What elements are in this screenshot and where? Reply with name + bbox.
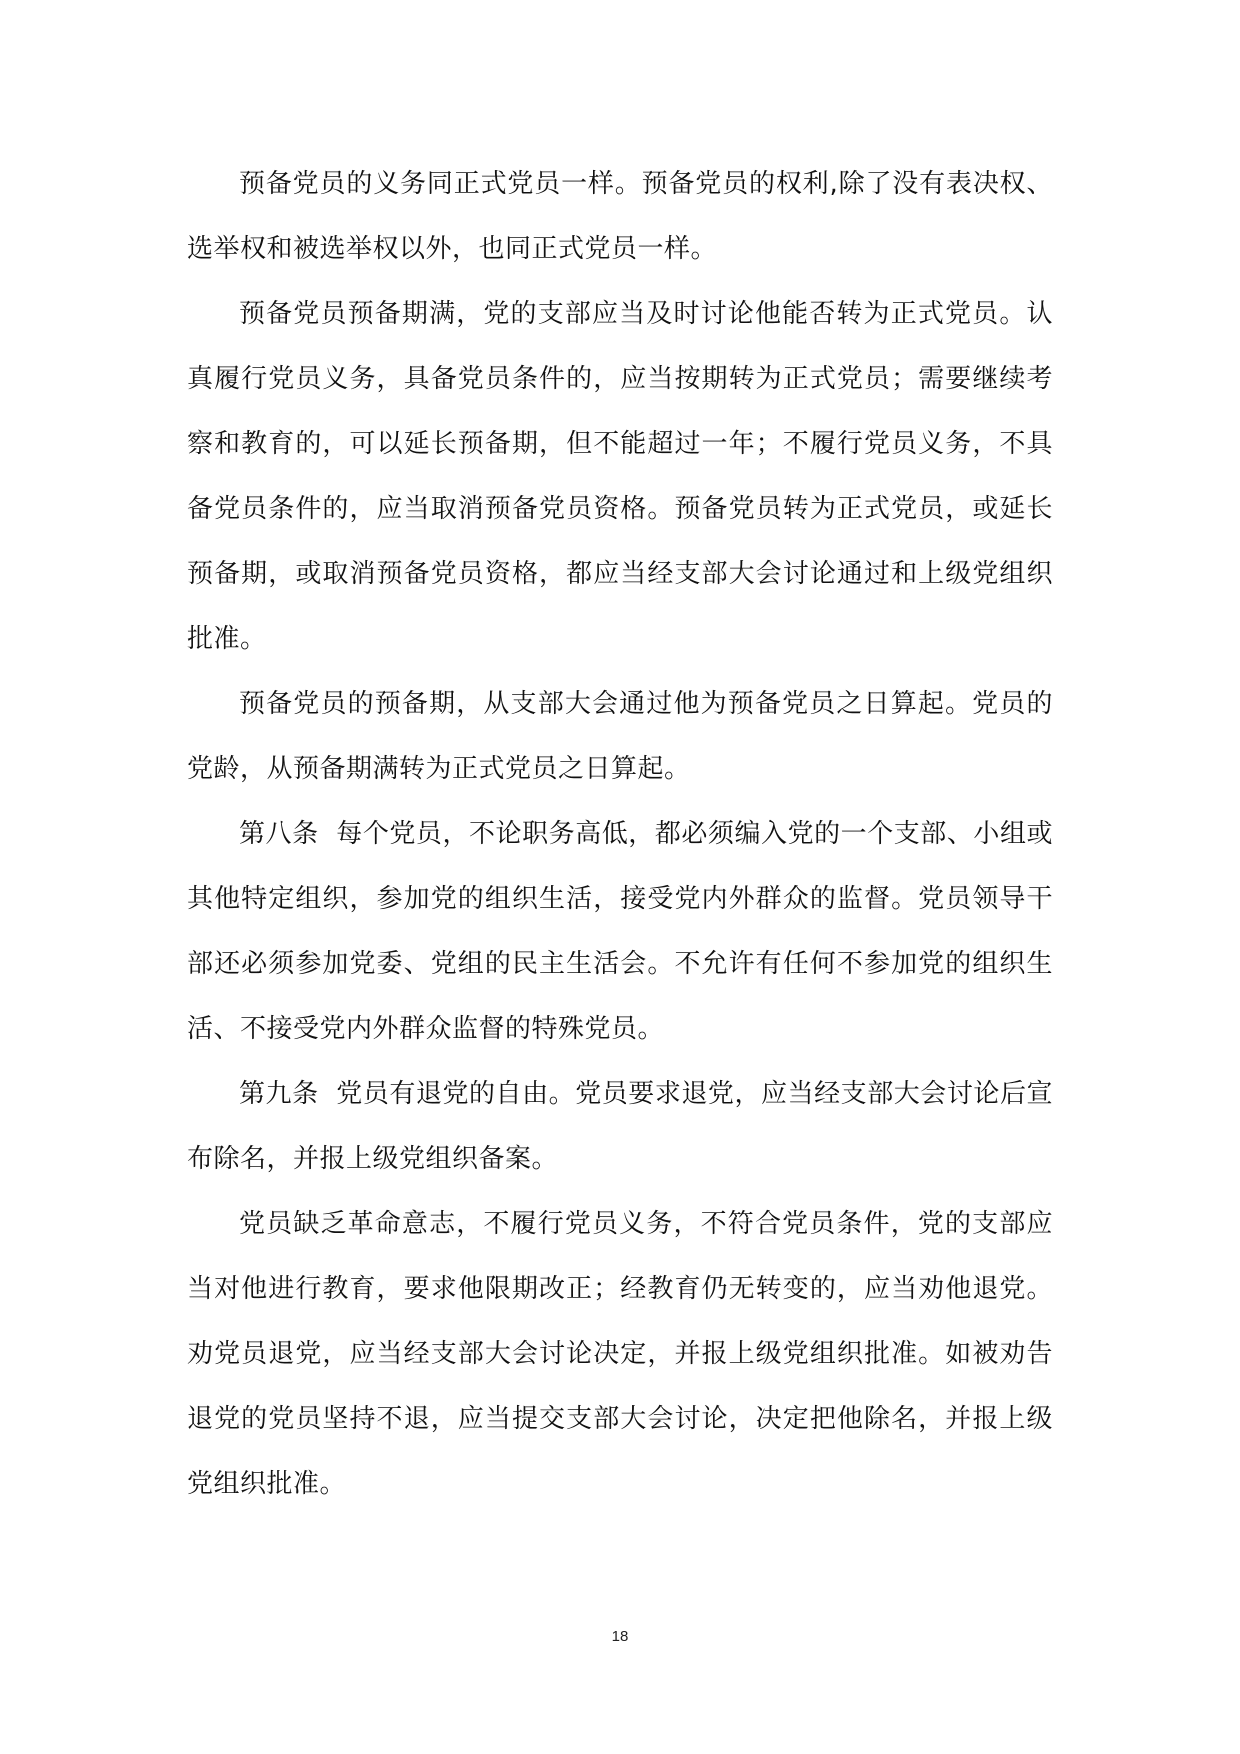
paragraph-probation-expiry: 预备党员预备期满，党的支部应当及时讨论他能否转为正式党员。认真履行党员义务，具备党员条件的，应当按期转为正式党员；需要继续考察和教育的，可以延长预备期，但不能超过一年；不履行党员义务，不具备党员条件的，应当取消预备党员资格。预备党员转为正式党员，或延长预备期，或取消预备党员资格，都应当经支部大会讨论通过和上级党组织批准。: [187, 299, 1053, 654]
paragraph-probationary-duties: 预备党员的义务同正式党员一样。预备党员的权利,除了没有表决权、选举权和被选举权以外，也同正式党员一样。: [187, 169, 1053, 264]
page-number: 18: [611, 1628, 629, 1645]
paragraph-probation-period: 预备党员的预备期，从支部大会通过他为预备党员之日算起。党员的党龄，从预备期满转为正式党员之日算起。: [187, 689, 1053, 784]
body-text: [187, 152, 1053, 1517]
paragraph-article-8: 第八条 每个党员，不论职务高低，都必须编入党的一个支部、小组或其他特定组织，参加党的组织生活，接受党内外群众的监督。党员领导干部还必须参加党委、党组的民主生活会。不允许有任何不参加党的组织生活、不接受党内外群众监督的特殊党员。: [187, 819, 1053, 1044]
paragraph-persuade-withdraw: 党员缺乏革命意志，不履行党员义务，不符合党员条件，党的支部应当对他进行教育，要求他限期改正；经教育仍无转变的，应当劝他退党。劝党员退党，应当经支部大会讨论决定，并报上级党组织批准。如被劝告退党的党员坚持不退，应当提交支部大会讨论，决定把他除名，并报上级党组织批准。: [187, 1209, 1053, 1499]
paragraph-article-9: 第九条 党员有退党的自由。党员要求退党，应当经支部大会讨论后宣布除名，并报上级党组织备案。: [187, 1079, 1053, 1174]
